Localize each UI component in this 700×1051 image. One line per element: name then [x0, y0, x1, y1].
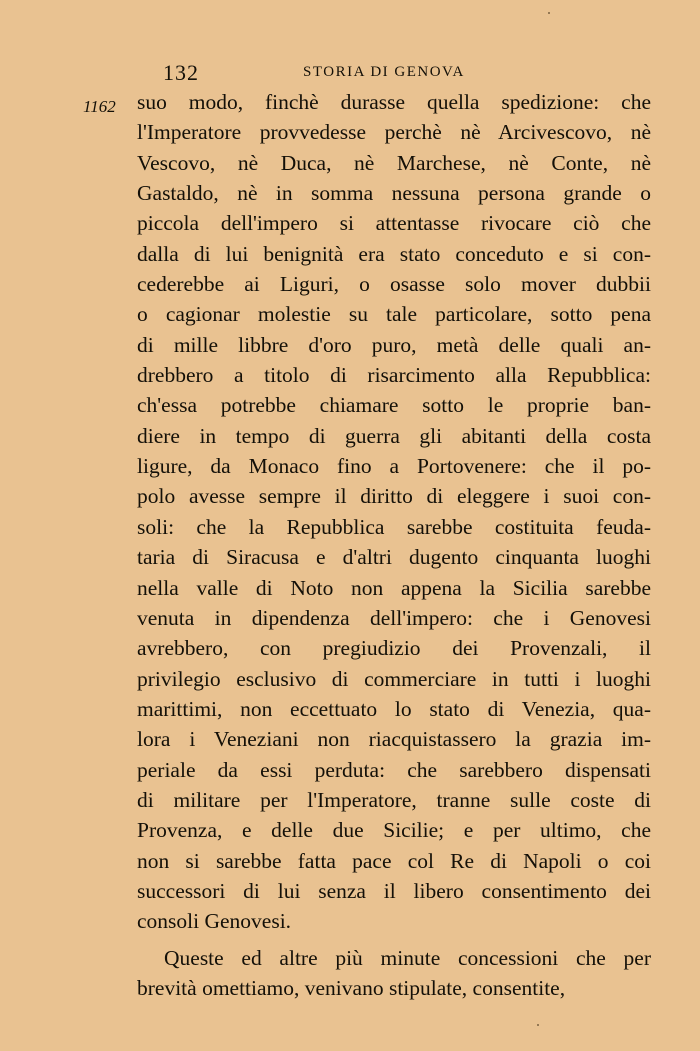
running-title: STORIA DI GENOVA [303, 64, 465, 80]
page-header [0, 60, 700, 86]
text-line: Vescovo, nè Duca, nè Marchese, nè Conte, nè [137, 150, 651, 175]
paragraph [137, 87, 651, 937]
text-line: diere in tempo di guerra gli abitanti della costa [137, 423, 651, 448]
text-line: suo modo, finchè durasse quella spedizione: che [137, 90, 651, 114]
text-line: dalla di lui benignità era stato conceduto e si con- [137, 241, 651, 266]
text-line: Queste ed altre più minute concessioni che per [164, 945, 651, 970]
margin-year-note: 1162 [83, 97, 116, 116]
text-line: di militare per l'Imperatore, tranne sulle coste di [137, 787, 651, 812]
body-text [137, 87, 651, 1003]
text-line: taria di Siracusa e d'altri dugento cinquanta luoghi [137, 545, 651, 570]
text-line: Provenza, e delle due Sicilie; e per ultimo, che [137, 818, 651, 843]
text-line: successori di lui senza il libero consentimento dei [137, 878, 651, 903]
text-line: privilegio esclusivo di commerciare in tutti i luoghi [137, 666, 651, 691]
text-line: piccola dell'impero si attentasse rivocare ciò che [137, 211, 651, 236]
text-line: polo avesse sempre il diritto di eleggere i suoi con- [137, 484, 651, 509]
page-number: 132 [163, 60, 199, 85]
text-line: Gastaldo, nè in somma nessuna persona grande o [137, 181, 651, 206]
text-line: drebbero a titolo di risarcimento alla Repubblica: [137, 363, 651, 388]
text-line: o cagionar molestie su tale particolare, sotto pena [137, 302, 651, 327]
text-line: avrebbero, con pregiudizio dei Provenzali, il [137, 636, 651, 661]
paper-speck [548, 12, 550, 14]
text-line: venuta in dipendenza dell'impero: che i Genovesi [137, 605, 651, 630]
text-line: soli: che la Repubblica sarebbe costituita feuda- [137, 514, 651, 539]
paper-speck [537, 1024, 539, 1026]
text-line: ch'essa potrebbe chiamare sotto le proprie ban- [137, 393, 651, 418]
paragraph [137, 943, 651, 1004]
text-line: nella valle di Noto non appena la Sicilia sarebbe [137, 575, 651, 600]
text-line: cederebbe ai Liguri, o osasse solo mover dubbii [137, 272, 651, 297]
text-line: ligure, da Monaco fino a Portovenere: che il po- [137, 454, 651, 479]
text-line: marittimi, non eccettuato lo stato di Venezia, qua- [137, 696, 651, 721]
text-line: non si sarebbe fatta pace col Re di Napoli o coi [137, 848, 651, 873]
text-line: periale da essi perduta: che sarebbero dispensati [137, 757, 651, 782]
text-line: l'Imperatore provvedesse perchè nè Arcivescovo, nè [137, 120, 651, 145]
text-line: lora i Veneziani non riacquistassero la grazia im- [137, 727, 651, 752]
text-line: brevità omettiamo, venivano stipulate, consentite, [137, 975, 566, 1000]
text-line: di mille libbre d'oro puro, metà delle quali an- [137, 332, 651, 357]
text-line: consoli Genovesi. [137, 909, 292, 934]
